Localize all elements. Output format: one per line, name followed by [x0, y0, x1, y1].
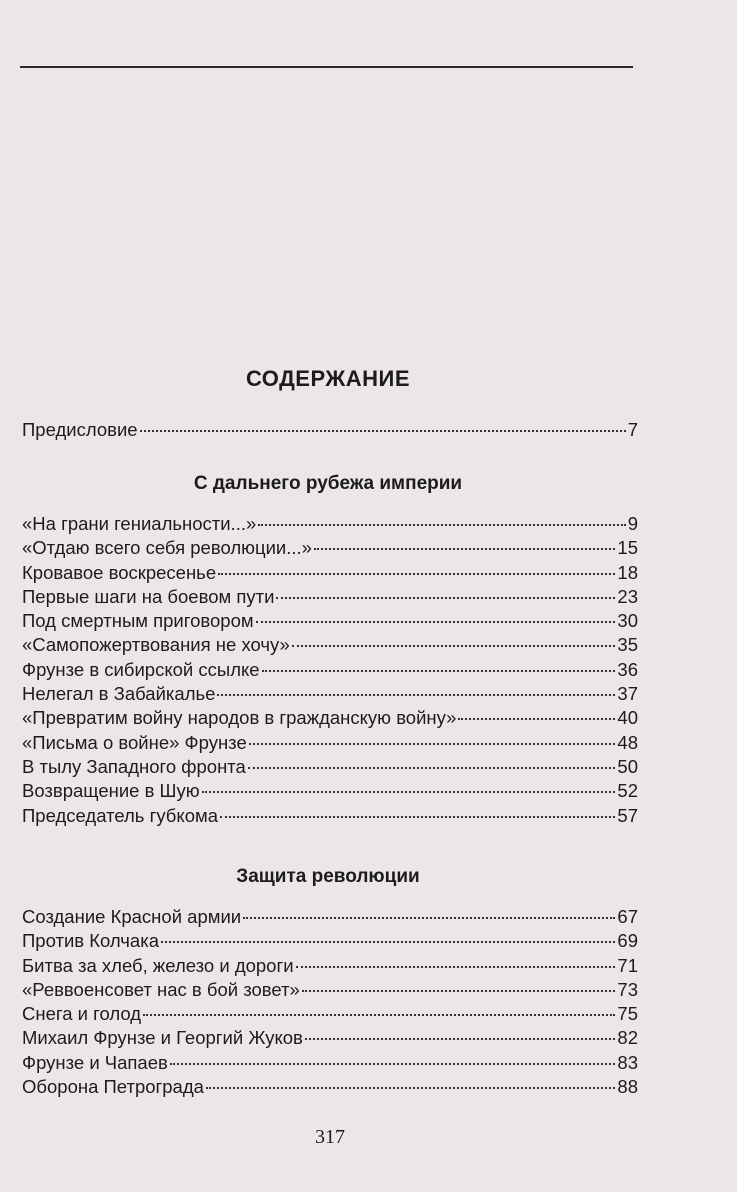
toc-leader-dots — [296, 966, 616, 968]
toc-entry-label: Битва за хлеб, железо и дороги — [22, 954, 294, 976]
toc-entry-page: 18 — [617, 561, 638, 583]
toc-leader-dots — [206, 1087, 615, 1089]
toc-entry-page: 35 — [617, 634, 638, 656]
toc-entry-page: 36 — [617, 658, 638, 680]
toc-entry — [22, 536, 638, 560]
toc-leader-dots — [217, 694, 615, 696]
toc-entry-page: 52 — [617, 780, 638, 802]
toc-section-list — [22, 512, 638, 828]
toc-entry-label: Первые шаги на боевом пути — [22, 585, 275, 607]
toc-preface — [22, 418, 638, 442]
toc-leader-dots — [243, 917, 615, 919]
toc-leader-dots — [262, 670, 616, 672]
toc-entry-label: «Письма о войне» Фрунзе — [22, 731, 247, 753]
toc-leader-dots — [248, 767, 616, 769]
toc-entry — [22, 1051, 638, 1075]
header-rule — [20, 66, 633, 68]
toc-leader-dots — [314, 548, 615, 550]
toc-entry-page: 48 — [617, 731, 638, 753]
toc-entry — [22, 633, 638, 657]
toc-entry-page: 40 — [617, 707, 638, 729]
toc-entry-page: 30 — [617, 610, 638, 632]
section-title: Защита революции — [236, 866, 420, 887]
toc-entry-label: «На грани гениальности...» — [22, 513, 257, 534]
toc-leader-dots — [292, 645, 616, 647]
toc-entry-page: 88 — [617, 1076, 638, 1098]
toc-entry-label: «Отдаю всего себя революции...» — [22, 537, 312, 559]
toc-entry — [22, 1002, 638, 1026]
toc-entry-page: 73 — [617, 978, 638, 1000]
toc-entry-label: «Самопожертвования не хочу» — [22, 634, 290, 656]
toc-leader-dots — [276, 597, 615, 599]
toc-entry — [22, 779, 638, 803]
toc-entry-label: Возвращение в Шую — [22, 780, 200, 802]
toc-leader-dots — [258, 524, 625, 526]
toc-leader-dots — [458, 718, 615, 720]
toc-entry-page: 37 — [617, 683, 638, 705]
toc-entry-label: Председатель губкома — [22, 804, 218, 826]
section-title: С дальнего рубежа империи — [193, 473, 463, 494]
toc-entry — [22, 512, 638, 536]
toc-leader-dots — [302, 990, 616, 992]
toc-leader-dots — [140, 430, 626, 432]
toc-entry — [22, 954, 638, 978]
toc-entry-label: «Реввоенсовет нас в бой зовет» — [22, 978, 300, 1000]
toc-entry-label: Нелегал в Забайкалье — [22, 683, 216, 705]
toc-entry — [22, 804, 638, 828]
toc-entry-label: Создание Красной армии — [22, 906, 242, 927]
toc-entry — [22, 929, 638, 953]
toc-entry-label: «Превратим войну народов в гражданскую войну» — [22, 707, 457, 729]
toc-entry-page: 9 — [627, 513, 638, 534]
toc-title: СОДЕРЖАНИЕ — [245, 366, 411, 391]
toc-leader-dots — [220, 816, 615, 818]
toc-entry — [22, 978, 638, 1002]
toc-entry — [22, 658, 638, 682]
toc-entry-page: 67 — [617, 906, 638, 927]
toc-entry-label: Михаил Фрунзе и Георгий Жуков — [22, 1027, 303, 1049]
toc-entry-page: 57 — [617, 804, 638, 826]
toc-leader-dots — [305, 1038, 616, 1040]
toc-entry-label: Фрунзе в сибирской ссылке — [22, 658, 260, 680]
toc-entry-page: 7 — [627, 419, 638, 440]
toc-entry-label: Оборона Петрограда — [22, 1076, 204, 1098]
toc-entry — [22, 418, 638, 442]
toc-entry — [22, 609, 638, 633]
toc-entry-page: 71 — [617, 954, 638, 976]
toc-section-list — [22, 905, 638, 1099]
toc-entry-page: 75 — [617, 1003, 638, 1025]
toc-entry-label: Фрунзе и Чапаев — [22, 1051, 168, 1073]
page-number: 317 — [315, 1126, 345, 1148]
toc-leader-dots — [256, 621, 616, 623]
toc-leader-dots — [143, 1014, 615, 1016]
toc-entry-page: 23 — [617, 585, 638, 607]
toc-entry-page: 69 — [617, 930, 638, 952]
toc-entry-label: Кровавое воскресенье — [22, 561, 217, 583]
toc-entry — [22, 561, 638, 585]
toc-entry-label: Под смертным приговором — [22, 610, 254, 632]
toc-entry — [22, 755, 638, 779]
toc-leader-dots — [170, 1063, 616, 1065]
toc-entry-label: Против Колчака — [22, 930, 160, 952]
toc-leader-dots — [218, 573, 615, 575]
toc-leader-dots — [202, 791, 616, 793]
toc-leader-dots — [249, 743, 616, 745]
toc-entry-label: Предисловие — [22, 419, 138, 440]
toc-leader-dots — [161, 941, 615, 943]
toc-entry-page: 83 — [617, 1051, 638, 1073]
toc-entry — [22, 682, 638, 706]
toc-entry-page: 50 — [617, 755, 638, 777]
toc-entry — [22, 585, 638, 609]
toc-entry — [22, 905, 638, 929]
toc-entry — [22, 706, 638, 730]
toc-entry — [22, 1026, 638, 1050]
toc-entry-page: 15 — [617, 537, 638, 559]
toc-entry — [22, 1075, 638, 1099]
toc-entry-label: В тылу Западного фронта — [22, 755, 246, 777]
toc-entry-label: Снега и голод — [22, 1003, 142, 1025]
toc-entry — [22, 731, 638, 755]
toc-entry-page: 82 — [617, 1027, 638, 1049]
